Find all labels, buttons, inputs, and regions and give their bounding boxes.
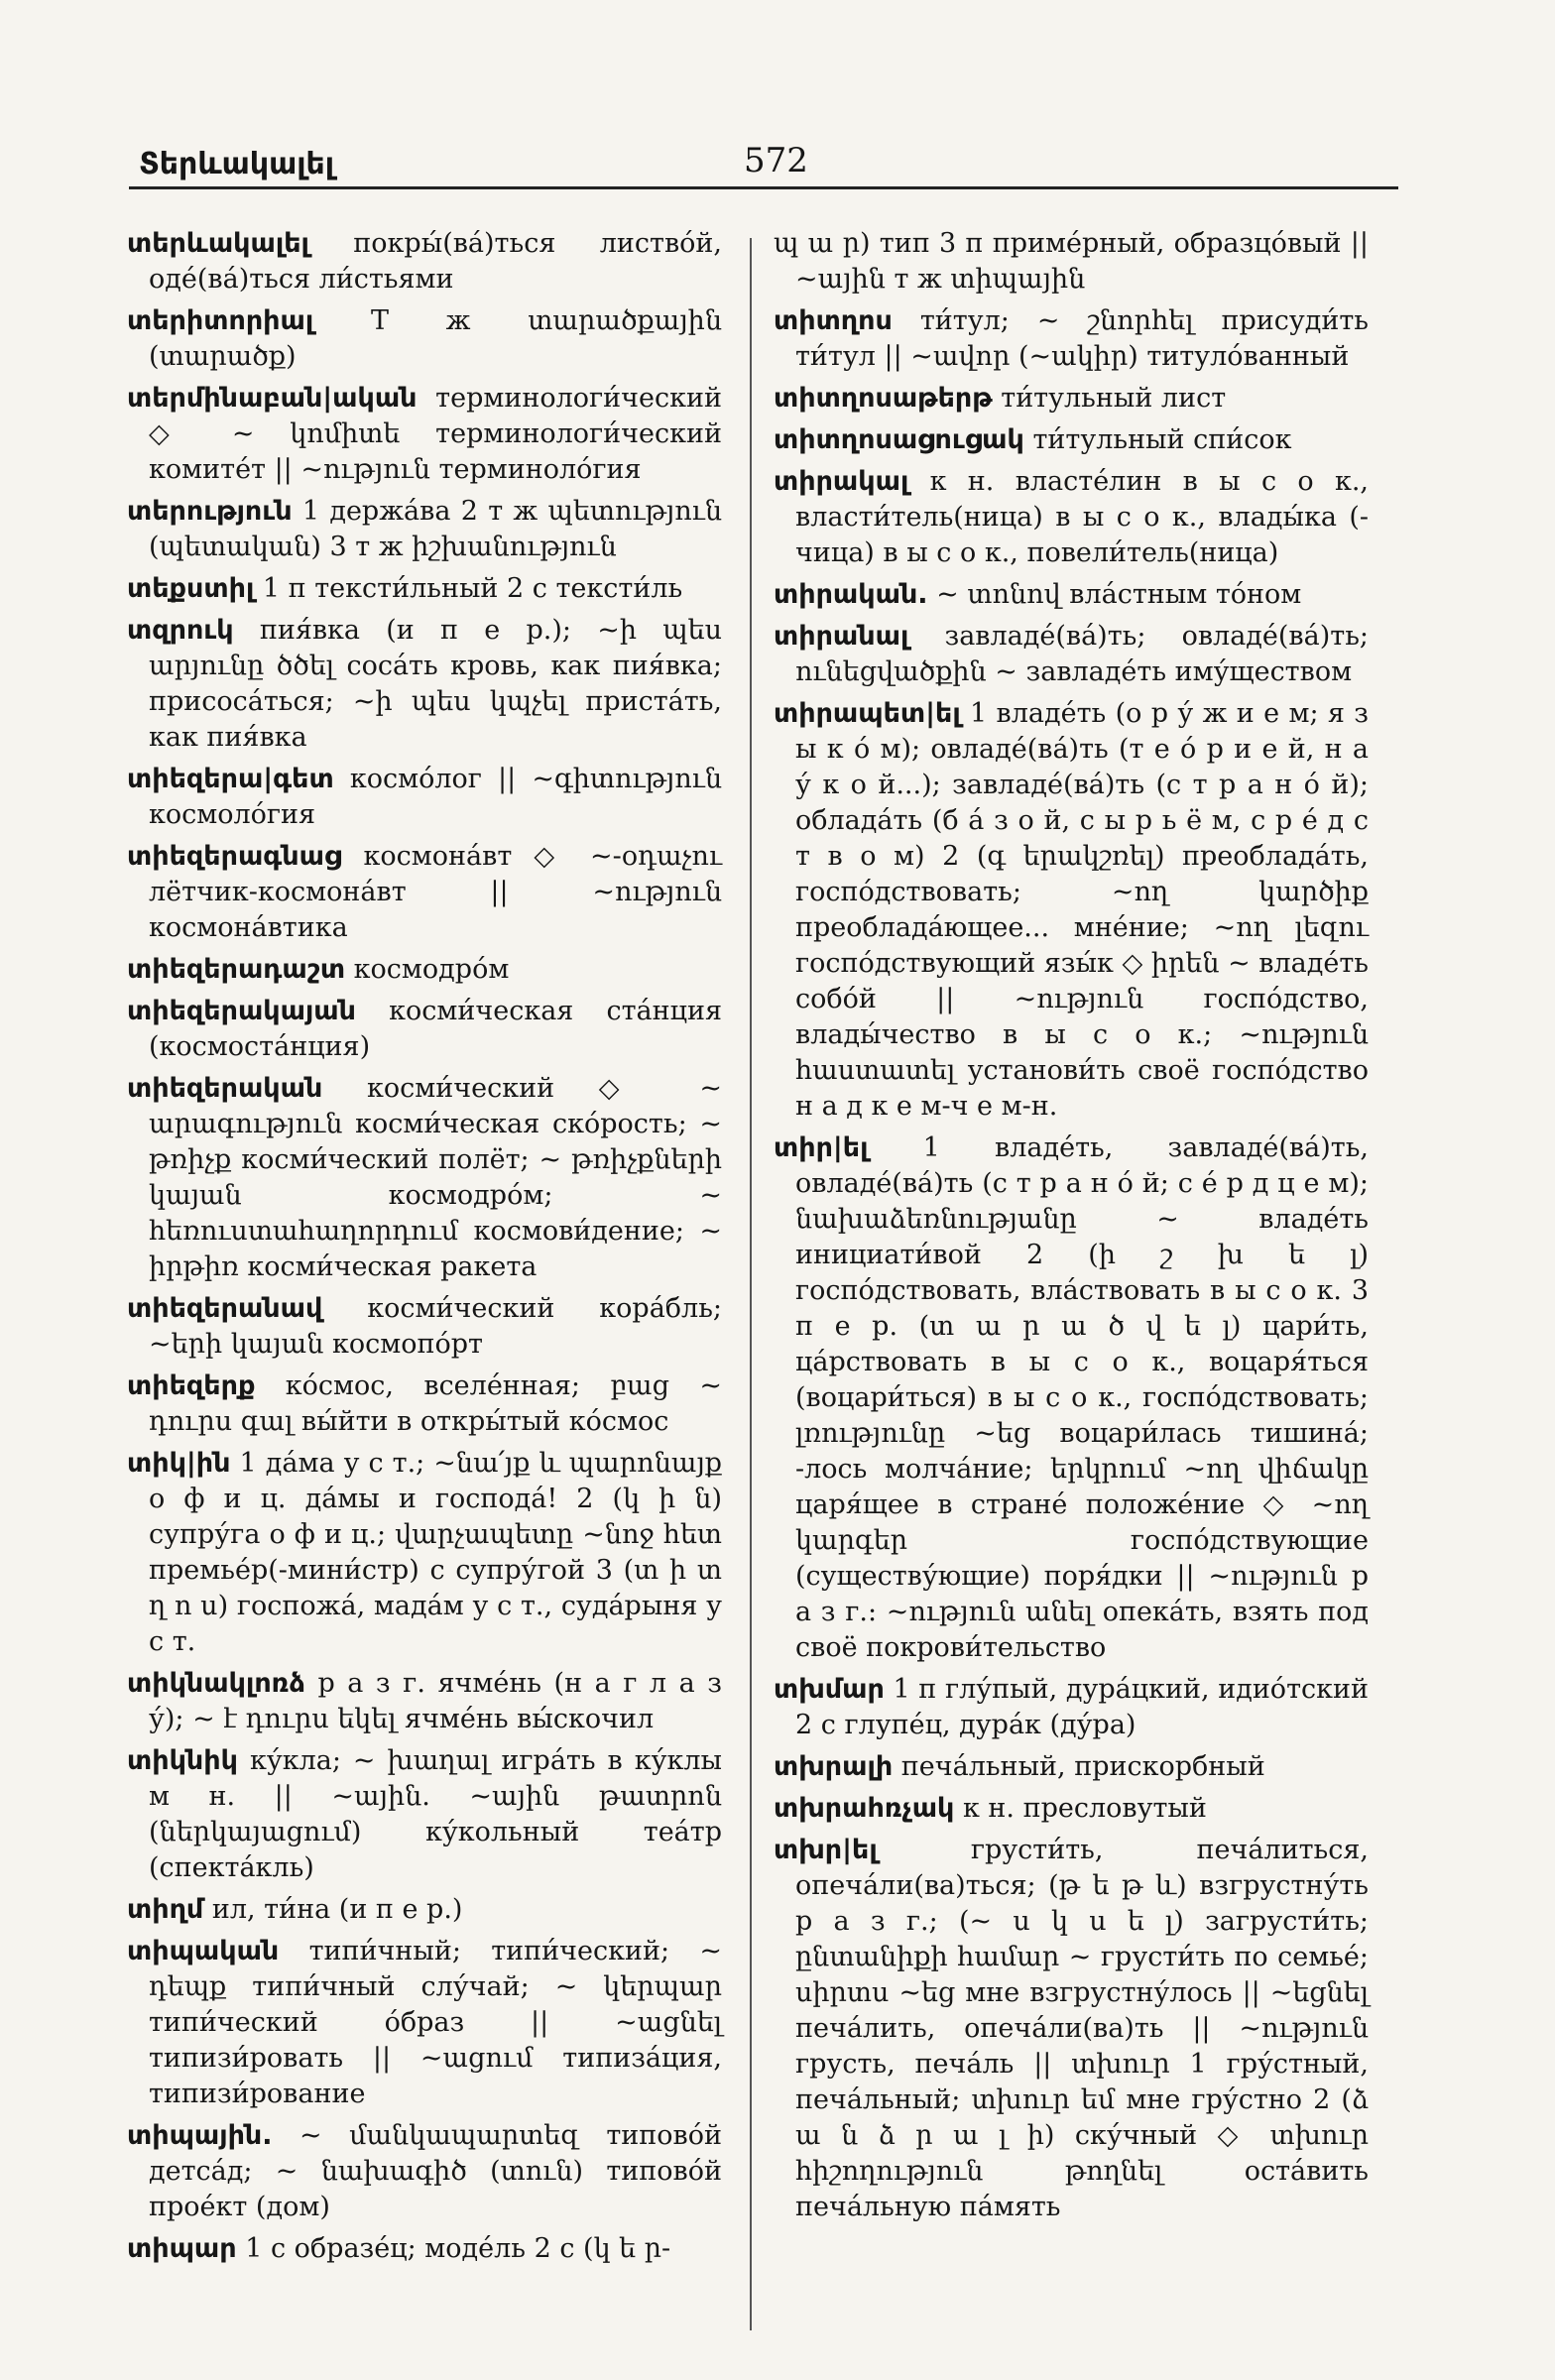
entry-definition: космодро́м — [345, 954, 510, 985]
dictionary-entry — [127, 952, 722, 988]
dictionary-entry — [774, 1833, 1369, 2225]
entry-headword: տիկնիկ — [127, 1745, 238, 1776]
dictionary-entry — [127, 1071, 722, 1285]
entry-definition: ~ մանկապարտեզ типово́й детса́д; ~ նախագիծ (տուն) типово́й прое́кт (дом) — [149, 2120, 722, 2222]
entry-headword: տիրակալ — [774, 466, 909, 497]
entry-definition: ти́тульный лист — [992, 383, 1227, 414]
entry-headword: տիկ|ին — [127, 1448, 231, 1479]
dictionary-entry — [774, 422, 1369, 458]
entry-definition: печа́льный, прискорбный — [893, 1751, 1265, 1782]
dictionary-entry — [774, 1672, 1369, 1743]
entry-definition: завладе́(ва́)ть; овладе́(ва́)ть; ունեցվածքին ~ завладе́ть иму́ществом — [795, 621, 1369, 687]
dictionary-entry — [774, 381, 1369, 416]
entry-definition: р а з г. ячме́нь (н а г л а з у́); ~ է դուրս եկել ячме́нь вы́скочил — [149, 1668, 722, 1734]
dictionary-entry — [127, 613, 722, 756]
running-head: Տերևակալել — [139, 147, 335, 181]
dictionary-entry — [774, 1749, 1369, 1785]
entry-headword: տեքստիլ — [127, 573, 255, 604]
entry-definition: 1 владе́ть (о р у́ ж и е м; я з ы к о́ м); овладе́(ва́)ть (т е о́ р и е й, н а у́ к о й...); завладе́(ва́)ть (с т р а н о́ й); облада́ть (б а́ з о й, с ы р ь ё м, с р е́ д с т в о м) 2 (գ երակշռել) преоблада́ть, госпо́дствовать; ~ող կարծիք преоблада́ющее... мне́ние; ~ող լեզու госпо́дствующий язы́к ◇ իրեն ~ владе́ть собо́й || ~ություն госпо́дство, влады́чество в ы с о к.; ~ություն հաստատել установи́ть своё госпо́дство н а д к е м-ч е м-н. — [795, 698, 1369, 1122]
dictionary-entry — [127, 839, 722, 946]
entry-definition: к н. власте́лин в ы с о к., власти́тель(ница) в ы с о к., влады́ка (-чица) в ы с о к., повели́тель(ница) — [795, 466, 1369, 568]
dictionary-entry — [774, 577, 1369, 613]
entry-headword: տիեզերական — [127, 1073, 323, 1104]
entry-definition: космо́лог || ~գիտություն космоло́гия — [149, 764, 722, 830]
entry-headword: տիղմ — [127, 1894, 204, 1925]
entry-definition: 1 держа́ва 2 т ж պետություն (պետական) 3 т ж իշխանություն — [149, 496, 722, 562]
dictionary-entry — [774, 619, 1369, 690]
entry-definition: ил, ти́на (и п е р.) — [203, 1894, 463, 1925]
entry-definition: типи́чный; типи́ческий; ~ դեպք типи́чный слу́чай; ~ կերպար типи́ческий о́браз || ~ացնել типизи́ровать || ~ացում типиза́ция, типизи́рование — [149, 1936, 722, 2109]
entry-headword: տիրանալ — [774, 621, 909, 652]
dictionary-entry — [127, 2118, 722, 2225]
entry-headword: տխր|ել — [774, 1835, 878, 1865]
dictionary-entry — [774, 303, 1369, 375]
entry-headword: տիպական — [127, 1936, 280, 1966]
dictionary-entry — [127, 571, 722, 607]
entry-headword: տերմինաբան|ական — [127, 383, 418, 414]
entry-headword: տիտղոսացուցակ — [774, 424, 1024, 455]
entry-definition: 1 п тексти́льный 2 с тексти́ль — [254, 573, 683, 604]
entry-definition: покры́(ва́)ться листво́й, оде́(ва́)ться ли́стьями — [149, 228, 722, 295]
entry-definition: ~ տոնով вла́стным то́ном — [927, 579, 1302, 610]
entry-definition: Т ж տարածքային (տարածք) — [149, 305, 722, 372]
entry-definition: к н. пресловутый — [954, 1793, 1207, 1824]
column-divider — [750, 238, 752, 2330]
entry-definition: терминологи́ческий ◇ ~ կոմիտե терминологи́ческий комите́т || ~ություն терминоло́гия — [149, 383, 722, 485]
entry-definition: косми́ческий ◇ ~ արագություն косми́ческая ско́рость; ~ թռիչք косми́ческий полёт; ~ թռիչքների կայան космодро́м; ~ հեռուստահաղորդում космови́дение; ~ իրթիռ косми́ческая ракета — [149, 1073, 722, 1282]
entry-headword: տիրապետ|ել — [774, 698, 961, 729]
entry-headword: տիպային. — [127, 2120, 273, 2151]
entry-headword: տերիտորիալ — [127, 305, 314, 336]
right-column — [774, 226, 1369, 2231]
dictionary-entry — [127, 1368, 722, 1440]
entry-definition: косми́ческая ста́нция (космоста́нция) — [149, 996, 722, 1062]
dictionary-entry — [774, 1791, 1369, 1827]
entry-headword: տիեզերա|գետ — [127, 764, 334, 794]
dictionary-entry — [127, 226, 722, 298]
entry-headword: տխրալի — [774, 1751, 894, 1782]
dictionary-entry — [127, 1934, 722, 2112]
entry-headword: տխմար — [774, 1674, 885, 1705]
entry-headword: տիեզերանավ — [127, 1293, 323, 1324]
dictionary-entry — [127, 1291, 722, 1363]
entry-definition: 1 да́ма у с т.; ~նա՛յք և պարոնայք о ф и ц. да́мы и господа́! 2 (կ ի ն) супру́га о ф и ц.; վարչապետը ~նոջ հետ премье́р(-мини́стр) с супру́гой 3 (տ ի տ ղ ո ս) госпожа́, мада́м у с т., суда́рыня у с т. — [149, 1448, 722, 1657]
entry-headword: տերևակալել — [127, 228, 309, 259]
dictionary-entry — [127, 1892, 722, 1928]
dictionary-entry — [774, 226, 1369, 298]
entry-definition: ко́смос, вселе́нная; բաց ~ դուրս գալ вы́йти в откры́тый ко́смос — [149, 1370, 722, 1437]
entry-headword: տերություն — [127, 496, 293, 527]
dictionary-entry — [774, 696, 1369, 1125]
entry-definition: 1 владе́ть, завладе́(ва́)ть, овладе́(ва́)ть (с т р а н о́ й; с е́ р д ц е м); նախաձեռնությանը ~ владе́ть инициати́вой 2 (ի շ խ ե լ) госпо́дствовать, вла́ствовать в ы с о к. 3 п е р. (տ ա ր ա ծ վ ե լ) цари́ть, ца́рствовать в ы с о к., воцаря́ться (воцари́ться) в ы с о к., госпо́дствовать; լռությունը ~եց воцари́лась тишина́; -лось молча́ние; երկրում ~ող վիճակը царя́щее в стране́ положе́ние ◇ ~ող կարգեր госпо́дствующие (существу́ющие) поря́дки || ~ություն р а з г.: ~ություն անել опека́ть, взять под своё покрови́тельство — [795, 1132, 1369, 1663]
dictionary-entry — [127, 303, 722, 375]
entry-definition: пия́вка (и п е р.); ~ի պես արյունը ծծել соса́ть кровь, как пия́вка; присоса́ться; ~ի պես կպչել приста́ть, как пия́вка — [149, 615, 722, 753]
entry-definition: պ ա ր) тип 3 п приме́рный, образцо́вый || ~ային т ж տիպային — [774, 228, 1369, 295]
entry-headword: տիեզերագնաց — [127, 841, 342, 872]
entry-definition: грусти́ть, печа́литься, опеча́ли(ва)ться; (թ ե թ և) взгрустну́ть р а з г.; (~ ս կ ս ե լ) загрусти́ть; ընտանիքի համար ~ грусти́ть по семье́; սիրտս ~եց мне взгрустну́лось || ~եցնել печа́лить, опеча́ли(ва)ть || ~ություն грусть, печа́ль || տխուր 1 гру́стный, печа́льный; տխուր եմ мне гру́стно 2 (ձ ա ն ձ ր ա լ ի) ску́чный ◇ տխուր հիշողություն թողնել оста́вить печа́льную па́мять — [795, 1835, 1369, 2222]
dictionary-entry — [774, 1130, 1369, 1666]
entry-definition: ти́тул; ~ շնորհել присуди́ть ти́тул || ~ավոր (~ակիր) титуло́ванный — [795, 305, 1369, 372]
entry-headword: տիտղոս — [774, 305, 893, 336]
entry-definition: косми́ческий кора́бль; ~երի կայան космопо́рт — [149, 1293, 722, 1360]
entry-definition: космона́вт ◇ ~-օդաչու лётчик-космона́вт || ~ություն космона́втика — [149, 841, 722, 943]
entry-headword: տիեզերք — [127, 1370, 256, 1401]
dictionary-entry — [127, 494, 722, 565]
dictionary-entry — [127, 762, 722, 833]
entry-definition: ку́кла; ~ խաղալ игра́ть в ку́клы м н. || ~ային. ~ային թատրոն (ներկայացում) ку́кольный теа́тр (спекта́кль) — [149, 1745, 722, 1883]
entry-headword: տիպար — [127, 2233, 237, 2264]
entry-headword: տխրահռչակ — [774, 1793, 955, 1824]
entry-headword: տիեզերադաշտ — [127, 954, 346, 985]
entry-definition: 1 п глу́пый, дура́цкий, идио́тский 2 с глупе́ц, дура́к (ду́ра) — [795, 1674, 1369, 1740]
dictionary-entry — [127, 2231, 722, 2267]
entry-headword: տիրական. — [774, 579, 928, 610]
header-rule — [129, 186, 1398, 189]
entry-headword: տզրուկ — [127, 615, 234, 646]
entry-headword: տիկնակլոռձ — [127, 1668, 305, 1699]
left-column — [127, 226, 722, 2273]
dictionary-entry — [127, 1743, 722, 1886]
dictionary-entry — [127, 994, 722, 1065]
entry-headword: տիեզերակայան — [127, 996, 356, 1026]
entry-headword: տիր|ել — [774, 1132, 869, 1163]
dictionary-entry — [127, 1446, 722, 1660]
dictionary-entry — [774, 464, 1369, 571]
entry-definition: ти́тульный спи́сок — [1023, 424, 1292, 455]
dictionary-entry — [127, 381, 722, 488]
entry-definition: 1 с образе́ц; моде́ль 2 с (կ ե ր- — [236, 2233, 671, 2264]
entry-headword: տիտղոսաթերթ — [774, 383, 993, 414]
page-header — [139, 127, 1398, 186]
page-number: 572 — [744, 141, 808, 180]
dictionary-entry — [127, 1666, 722, 1737]
